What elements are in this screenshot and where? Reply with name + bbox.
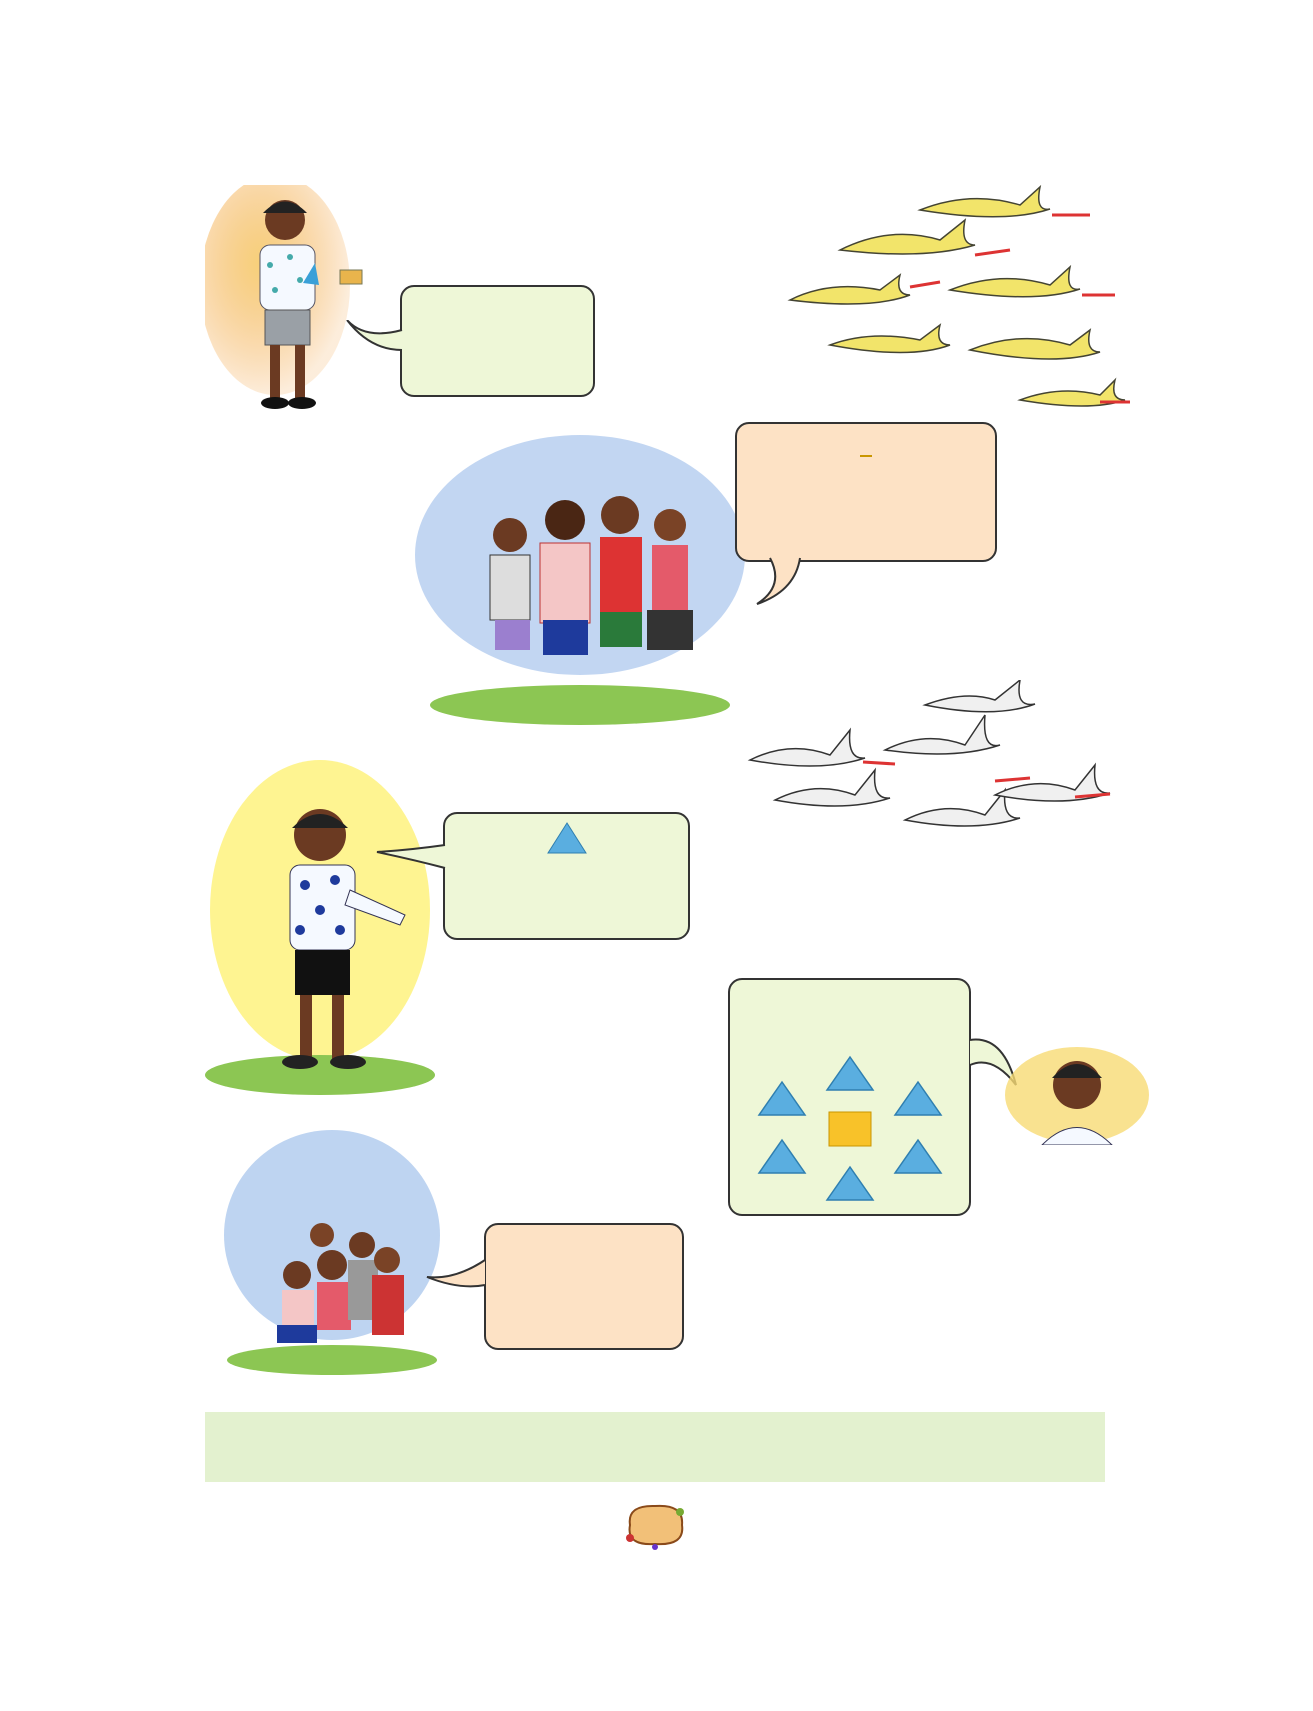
one-card-top (827, 1057, 873, 1090)
page-number-badge (622, 1500, 688, 1550)
bubble-tail (755, 556, 815, 606)
card-arrangement (755, 1055, 955, 1210)
one-card-right-upper (895, 1082, 941, 1115)
bubble-line (747, 438, 985, 473)
yellow-birds-flock (770, 170, 1150, 420)
triangle-card-shape (547, 822, 587, 854)
children-sitting-illustration (222, 1125, 442, 1375)
one-card-right-lower (895, 1140, 941, 1173)
boy-pointing-illustration (200, 760, 450, 1095)
speech-bubble-count (400, 285, 595, 397)
bubble-tail (425, 1255, 487, 1295)
one-card-left-lower (759, 1140, 805, 1173)
boy-with-cards-illustration (205, 185, 365, 440)
one-card-left-upper (759, 1082, 805, 1115)
bubble-line (455, 820, 678, 855)
boy-face-illustration (1002, 1040, 1152, 1145)
ten-card (860, 455, 872, 457)
top-border (100, 85, 1313, 155)
speech-bubble-ten-card (735, 422, 997, 562)
bubble-tail (375, 840, 447, 880)
speech-bubble-one-cards (443, 812, 690, 940)
bubble-tail (345, 320, 405, 360)
bottom-border (100, 1568, 1313, 1638)
speech-bubble-question (484, 1223, 684, 1350)
left-border (70, 120, 140, 1580)
ten-card-center (829, 1112, 871, 1146)
page-number-shape (622, 1500, 688, 1550)
one-card-bottom (827, 1167, 873, 1200)
teacher-note (205, 1412, 1105, 1482)
children-group-illustration (415, 425, 745, 725)
one-card (547, 822, 587, 854)
white-birds-flock (745, 680, 1120, 860)
